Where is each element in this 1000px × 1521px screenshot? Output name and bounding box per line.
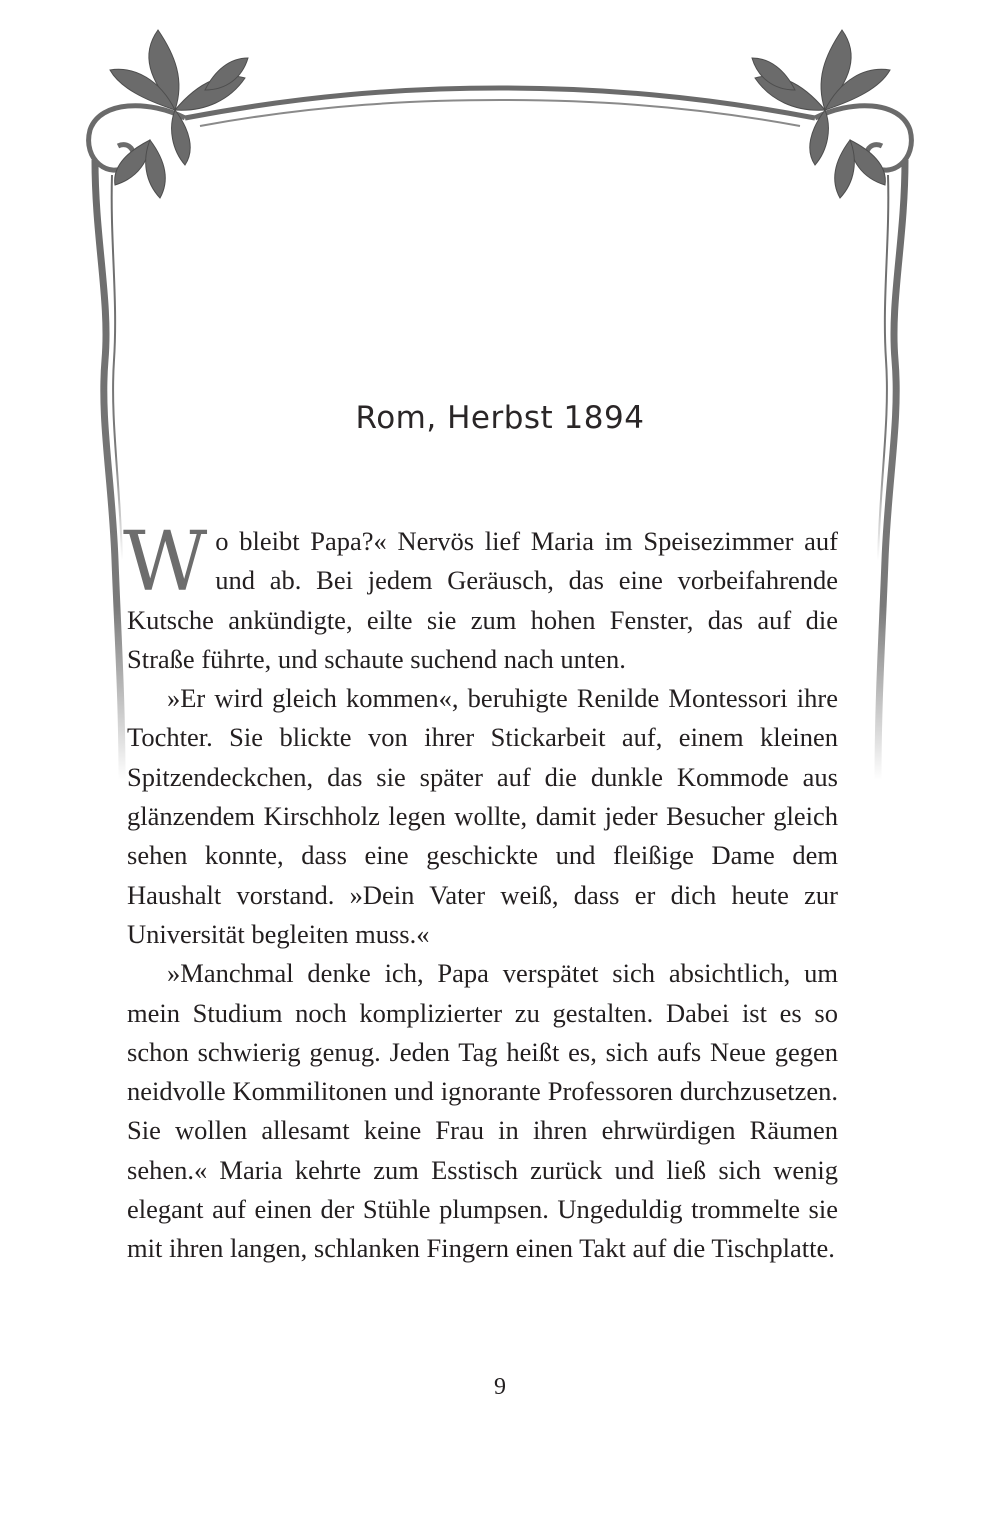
chapter-title: Rom, Herbst 1894 (355, 400, 645, 436)
paragraph-3: »Manchmal denke ich, Papa verspätet sich absichtlich, um mein Studium noch komplizierter zu gestalten. Dabei ist es so schon schwierig genug. Jeden Tag heißt es, sich aufs Neue gegen neidvolle Kommilitonen und ignorante Professoren durchzusetzen. Sie wollen allesamt keine Frau in ihren ehrwürdigen Räumen sehen.« Maria kehrte zum Esstisch zurück und ließ sich wenig elegant auf einen der Stühle plumpsen. Ungeduldig trommelte sie mit ihren langen, schlanken Fingern einen Takt auf die Tischplatte. (127, 958, 838, 1264)
drop-cap: W (123, 515, 194, 610)
paragraph-1 (123, 515, 838, 679)
page-number: 9 (494, 1374, 506, 1400)
paragraph-2: »Er wird gleich kommen«, beruhigte Renilde Montessori ihre Tochter. Sie blickte von ihrer Stickarbeit auf, einem kleinen Spitzendeckchen, das sie später auf die dunkle Kommode aus glänzendem Kirschholz legen wollte, damit jeder Besucher gleich sehen konnte, dass eine geschickte und fleißige Dame dem Haushalt vorstand. »Dein Vater weiß, dass er dich heute zur Universität begleiten muss.« (127, 683, 838, 949)
paragraph-1-text: o bleibt Papa?« Nervös lief Maria im Speisezimmer auf und ab. Bei jedem Geräusch, das eine vorbeifahrende Kutsche ankündigte, eilte sie zum hohen Fenster, das auf die Straße führte, und schaute suchend nach unten. (127, 526, 838, 674)
chapter-body (123, 515, 838, 1269)
frame-top-arch-inner (200, 100, 800, 126)
